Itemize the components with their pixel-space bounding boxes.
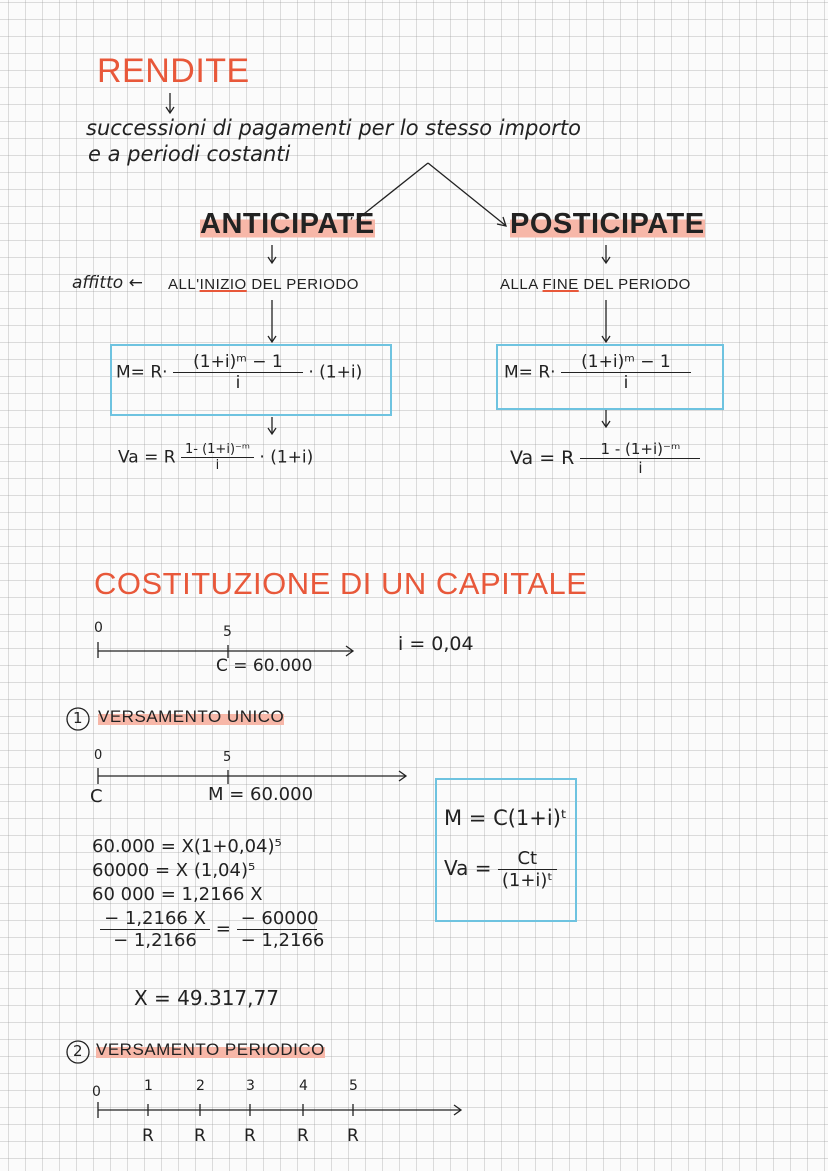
- va-numerator: Ct: [517, 848, 538, 869]
- formula-lhs: M= R·: [116, 362, 168, 383]
- costituzione-tick-start: 0: [94, 620, 103, 636]
- equation-step-2: 60000 = X (1,04)⁵: [92, 860, 256, 881]
- formula-lhs: Va = R: [510, 447, 575, 469]
- anticipate-example: [72, 273, 143, 293]
- division-left-num: − 1,2166 X: [104, 908, 206, 929]
- formula-lhs: Va = R: [118, 447, 176, 468]
- payment-r-1: R: [142, 1126, 154, 1146]
- arrow-branch-right: [428, 163, 505, 225]
- versamento-unico-number: 1: [73, 709, 83, 727]
- versamento-periodico-heading: VERSAMENTO PERIODICO: [96, 1040, 325, 1059]
- formula-numerator: (1+i)ᵐ − 1: [193, 352, 283, 372]
- timing-prefix: ALL': [168, 276, 200, 293]
- versamento-unico-tick-mark: 5: [223, 750, 232, 765]
- equation-step-3: 60 000 = 1,2166 X: [92, 884, 263, 905]
- definition-line-1: successioni di pagamenti per lo stesso importo: [86, 116, 581, 140]
- example-text: affitto: [72, 273, 124, 293]
- posticipate-timing: [500, 276, 691, 293]
- equation-division: [100, 908, 325, 951]
- timing-suffix: DEL PERIODO: [246, 276, 359, 293]
- versamento-periodico-number: 2: [73, 1042, 83, 1060]
- formula-denominator: i: [580, 458, 700, 477]
- equation-result: X = 49.317,77: [134, 986, 279, 1010]
- formula-numerator: 1 - (1+i)⁻ᵐ: [600, 440, 681, 458]
- payment-r-3: R: [244, 1126, 256, 1146]
- posticipate-formula-m: [504, 352, 691, 393]
- payment-r-4: R: [297, 1126, 309, 1146]
- periodico-tick-1: 1: [144, 1078, 153, 1094]
- versamento-unico-start-label: C: [90, 786, 103, 807]
- formula-rhs: · (1+i): [308, 362, 363, 383]
- equation-step-1: 60.000 = X(1+0,04)⁵: [92, 836, 282, 857]
- page-title: RENDITE: [97, 52, 250, 90]
- versamento-unico-mark-label: M = 60.000: [208, 784, 314, 805]
- periodico-tick-4: 4: [299, 1078, 308, 1094]
- anticipate-formula-va: [118, 442, 313, 473]
- formula-rhs: · (1+i): [259, 447, 314, 468]
- formula-denominator: i: [561, 372, 691, 393]
- division-equals: =: [215, 918, 231, 940]
- definition-line-2: e a periodi costanti: [88, 142, 291, 166]
- periodico-tick-3: 3: [246, 1078, 255, 1094]
- anticipate-timing: [168, 276, 359, 293]
- timing-key: INIZIO: [199, 276, 247, 293]
- capital-formula-va: [444, 848, 557, 891]
- anticipate-heading: ANTICIPATE: [200, 208, 375, 240]
- periodico-tick-0: 0: [92, 1084, 101, 1100]
- va-denominator: (1+i)ᵗ: [498, 869, 557, 891]
- formula-numerator: (1+i)ᵐ − 1: [581, 352, 671, 372]
- formula-lhs: M= R·: [504, 362, 556, 383]
- division-left-den: − 1,2166: [100, 929, 210, 951]
- versamento-unico-heading: VERSAMENTO UNICO: [98, 707, 285, 726]
- left-arrow-icon: ←: [128, 273, 143, 293]
- formula-numerator: 1- (1+i)⁻ᵐ: [185, 442, 250, 457]
- costituzione-tick-mark: 5: [223, 624, 232, 640]
- timing-suffix: DEL PERIODO: [578, 276, 691, 293]
- periodico-tick-2: 2: [196, 1078, 205, 1094]
- formula-denominator: i: [173, 372, 303, 393]
- payment-r-5: R: [347, 1126, 359, 1146]
- timing-key: FINE: [542, 276, 579, 293]
- costituzione-rate: i = 0,04: [398, 633, 474, 655]
- periodico-tick-5: 5: [349, 1078, 358, 1094]
- va-lhs: Va =: [444, 856, 492, 880]
- anticipate-formula-m: [116, 352, 362, 393]
- costituzione-capital-label: C = 60.000: [216, 656, 313, 676]
- payment-r-2: R: [194, 1126, 206, 1146]
- division-right-num: − 60000: [240, 908, 319, 929]
- formula-denominator: i: [181, 457, 254, 473]
- division-right-den: − 1,2166: [237, 929, 317, 951]
- posticipate-formula-va: [510, 440, 700, 477]
- capital-formula-m: M = C(1+i)ᵗ: [444, 806, 568, 830]
- posticipate-heading: POSTICIPATE: [510, 208, 705, 240]
- versamento-unico-tick-start: 0: [94, 748, 103, 763]
- costituzione-heading: COSTITUZIONE DI UN CAPITALE: [94, 566, 588, 601]
- timing-prefix: ALLA: [500, 276, 543, 293]
